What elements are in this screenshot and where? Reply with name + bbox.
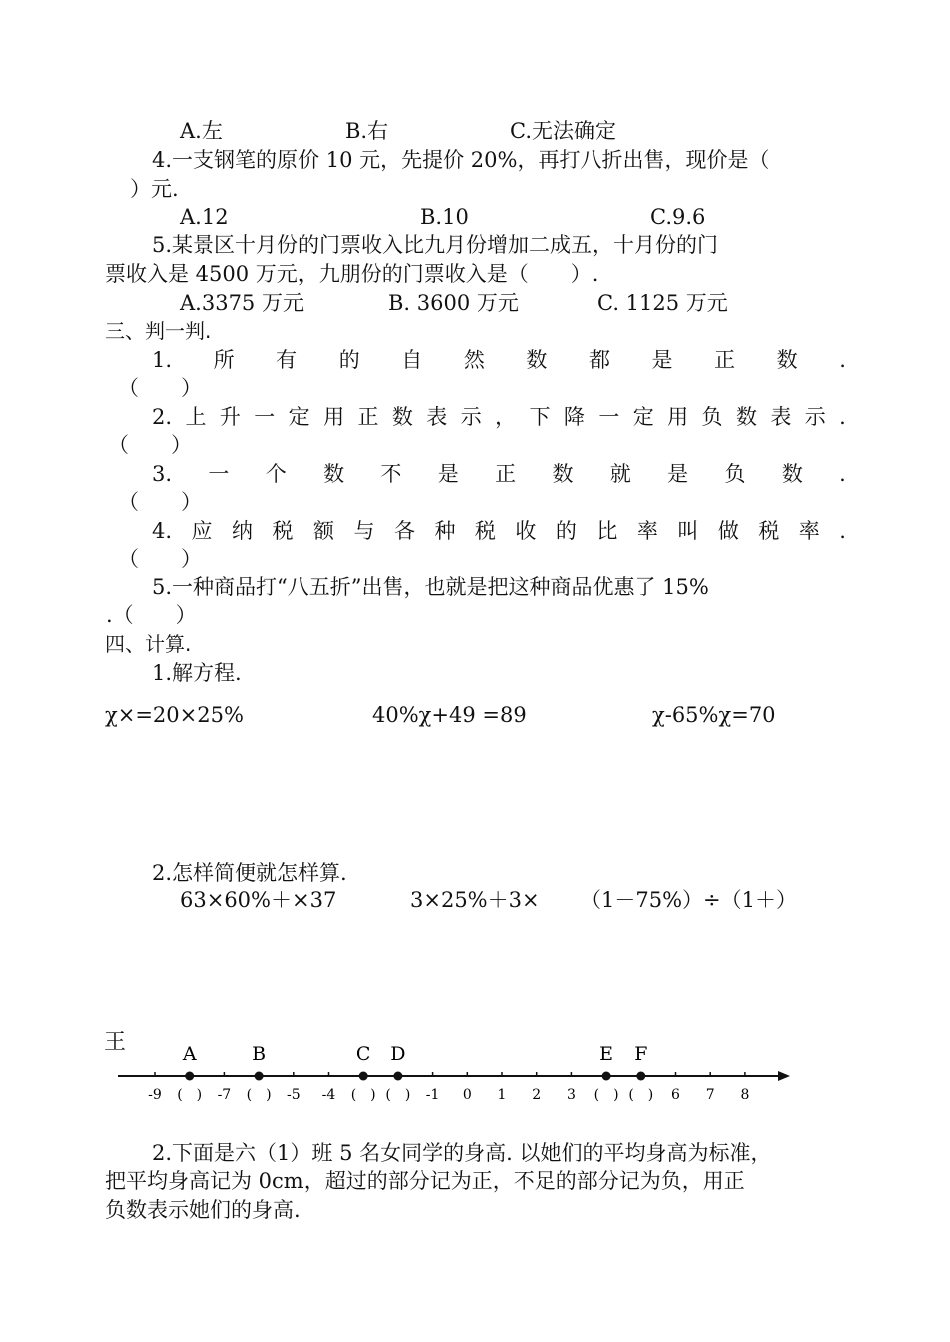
- q3-option-b: B.右: [345, 119, 389, 143]
- judge-char: 不: [380, 462, 402, 486]
- judge-char: 税: [758, 519, 780, 543]
- judge-char: 表: [770, 405, 792, 429]
- judge-bracket-4: （ ）: [118, 547, 202, 571]
- judge-char: 是: [667, 462, 689, 486]
- judge-char: 做: [717, 519, 739, 543]
- judge-char: 就: [609, 462, 631, 486]
- equation-2: 40%χ+49 =89: [372, 703, 527, 727]
- judge-char: ，: [495, 405, 517, 429]
- judge-char: 都: [588, 348, 610, 372]
- tick-label: 7: [705, 1087, 715, 1103]
- judge-char: .: [839, 519, 846, 543]
- judge-char: 数: [735, 405, 757, 429]
- judge-char: 示: [460, 405, 482, 429]
- point-d-label: D: [390, 1043, 406, 1065]
- judge-char: 是: [437, 462, 459, 486]
- q5-option-a: A.3375 万元: [180, 291, 304, 315]
- equation-3: χ-65%χ=70: [652, 703, 776, 727]
- judge-item-1: [152, 347, 846, 373]
- judge-char: 降: [563, 405, 585, 429]
- judge-char: 有: [276, 348, 298, 372]
- judge-bracket-1: （ ）: [118, 376, 202, 400]
- q5-option-c: C. 1125 万元: [597, 291, 728, 315]
- tick-label: -5: [286, 1087, 301, 1103]
- judge-char: 上: [185, 405, 207, 429]
- tick-label: -9: [148, 1087, 162, 1103]
- point-c-label: C: [355, 1043, 371, 1065]
- point-a-label: A: [182, 1043, 197, 1065]
- section3-title: 三、判一判.: [105, 319, 212, 343]
- tick-label: ( ): [593, 1087, 619, 1103]
- judge-char: 1.: [152, 348, 173, 372]
- judge-char: 正: [495, 462, 517, 486]
- judge-item-5-line1: 5.一种商品打“八五折”出售，也就是把这种商品优惠了 15%: [152, 575, 709, 599]
- q4-option-a: A.12: [180, 205, 229, 229]
- tick-label: ( ): [350, 1087, 376, 1103]
- q5-text-line2: 票收入是 4500 万元，九朋份的门票收入是（ ）.: [105, 262, 599, 286]
- height-question-line3: 负数表示她们的身高.: [105, 1198, 301, 1222]
- judge-char: 税: [272, 519, 294, 543]
- tick-label: ( ): [246, 1087, 272, 1103]
- judge-item-2: [152, 404, 846, 430]
- point-f-label: F: [634, 1043, 648, 1065]
- point-a-dot: [185, 1072, 194, 1081]
- judge-char: 所: [213, 348, 235, 372]
- q3-option-c: C.无法确定: [510, 119, 616, 143]
- judge-char: 与: [353, 519, 375, 543]
- point-b-label: B: [252, 1043, 267, 1065]
- judge-char: 正: [714, 348, 736, 372]
- axis-arrow: [778, 1071, 790, 1081]
- judge-char: 种: [434, 519, 456, 543]
- solve-equations-heading: 1.解方程.: [152, 661, 242, 685]
- judge-char: 数: [781, 462, 803, 486]
- tick-label: -1: [425, 1087, 440, 1103]
- tick-label: -4: [321, 1087, 336, 1103]
- judge-char: 一: [254, 405, 276, 429]
- judge-char: 各: [393, 519, 415, 543]
- judge-char: .: [839, 405, 846, 429]
- judge-char: 定: [288, 405, 310, 429]
- calc-3: （1－75%）÷（1＋）: [580, 888, 797, 912]
- judge-char: 用: [323, 405, 345, 429]
- tick-label: 3: [566, 1087, 576, 1103]
- calc-1: 63×60%＋×37: [180, 888, 337, 912]
- point-e-label: E: [599, 1043, 614, 1065]
- judge-char: 纳: [232, 519, 254, 543]
- point-c-dot: [359, 1072, 368, 1081]
- point-b-dot: [255, 1072, 264, 1081]
- judge-char: 正: [357, 405, 379, 429]
- judge-bracket-2: （ ）: [108, 433, 192, 457]
- judge-char: 示: [804, 405, 826, 429]
- judge-char: 比: [596, 519, 618, 543]
- judge-char: 用: [667, 405, 689, 429]
- equation-1: χ×=20×25%: [105, 703, 244, 727]
- section5-title-fragment: 王: [104, 1030, 127, 1055]
- q3-option-a: A.左: [180, 119, 223, 143]
- tick-label: ( ): [628, 1087, 654, 1103]
- judge-char: 率: [798, 519, 820, 543]
- judge-char: 的: [555, 519, 577, 543]
- tick-label: ( ): [177, 1087, 203, 1103]
- judge-char: 2.: [152, 405, 173, 429]
- tick-label: 6: [671, 1087, 680, 1103]
- q4-option-c: C.9.6: [650, 205, 706, 229]
- judge-char: 数: [776, 348, 798, 372]
- judge-char: 负: [724, 462, 746, 486]
- judge-char: 负: [701, 405, 723, 429]
- judge-char: .: [839, 348, 846, 372]
- judge-char: 的: [338, 348, 360, 372]
- judge-char: 表: [426, 405, 448, 429]
- judge-char: 自: [401, 348, 423, 372]
- judge-char: 一: [208, 462, 230, 486]
- judge-char: 数: [391, 405, 413, 429]
- judge-char: .: [839, 462, 846, 486]
- judge-char: 率: [636, 519, 658, 543]
- judge-char: 下: [529, 405, 551, 429]
- tick-label: 2: [532, 1087, 542, 1103]
- judge-item-3: [152, 461, 846, 487]
- judge-char: 数: [323, 462, 345, 486]
- tick-label: ( ): [385, 1087, 411, 1103]
- tick-label: -7: [217, 1087, 232, 1103]
- section4-title: 四、计算.: [105, 632, 192, 656]
- judge-char: 数: [526, 348, 548, 372]
- q4-text-line2: ）元.: [130, 177, 179, 201]
- judge-bracket-3: （ ）: [118, 490, 202, 514]
- q5-option-b: B. 3600 万元: [388, 291, 519, 315]
- tick-label: 0: [462, 1087, 472, 1103]
- tick-label: 8: [740, 1087, 750, 1103]
- judge-char: 是: [651, 348, 673, 372]
- judge-item-4: [152, 518, 846, 544]
- judge-char: 定: [632, 405, 654, 429]
- judge-char: 4.: [152, 519, 173, 543]
- judge-char: 叫: [677, 519, 699, 543]
- point-e-dot: [602, 1072, 611, 1081]
- height-question-line1: 2.下面是六（1）班 5 名女同学的身高. 以她们的平均身高为标准，: [152, 1141, 772, 1165]
- judge-char: 一: [598, 405, 620, 429]
- judge-char: 税: [474, 519, 496, 543]
- judge-char: 额: [312, 519, 334, 543]
- number-line: [118, 1036, 798, 1106]
- tick-label: 1: [497, 1087, 507, 1103]
- judge-char: 然: [463, 348, 485, 372]
- judge-char: 升: [219, 405, 241, 429]
- q4-option-b: B.10: [420, 205, 469, 229]
- calc-2: 3×25%＋3×: [410, 888, 540, 912]
- point-f-dot: [636, 1072, 645, 1081]
- judge-char: 个: [265, 462, 287, 486]
- point-d-dot: [393, 1072, 402, 1081]
- judge-char: 应: [191, 519, 213, 543]
- judge-item-5-line2: .（ ）: [106, 603, 197, 627]
- q4-text-line1: 4.一支钢笔的原价 10 元，先提价 20%，再打八折出售，现价是（: [152, 148, 770, 172]
- simplify-heading: 2.怎样简便就怎样算.: [152, 861, 347, 885]
- q5-text-line1: 5.某景区十月份的门票收入比九月份增加二成五，十月份的门: [152, 233, 719, 257]
- judge-char: 收: [515, 519, 537, 543]
- judge-char: 数: [552, 462, 574, 486]
- height-question-line2: 把平均身高记为 0cm，超过的部分记为正，不足的部分记为负，用正: [105, 1169, 745, 1193]
- judge-char: 3.: [152, 462, 173, 486]
